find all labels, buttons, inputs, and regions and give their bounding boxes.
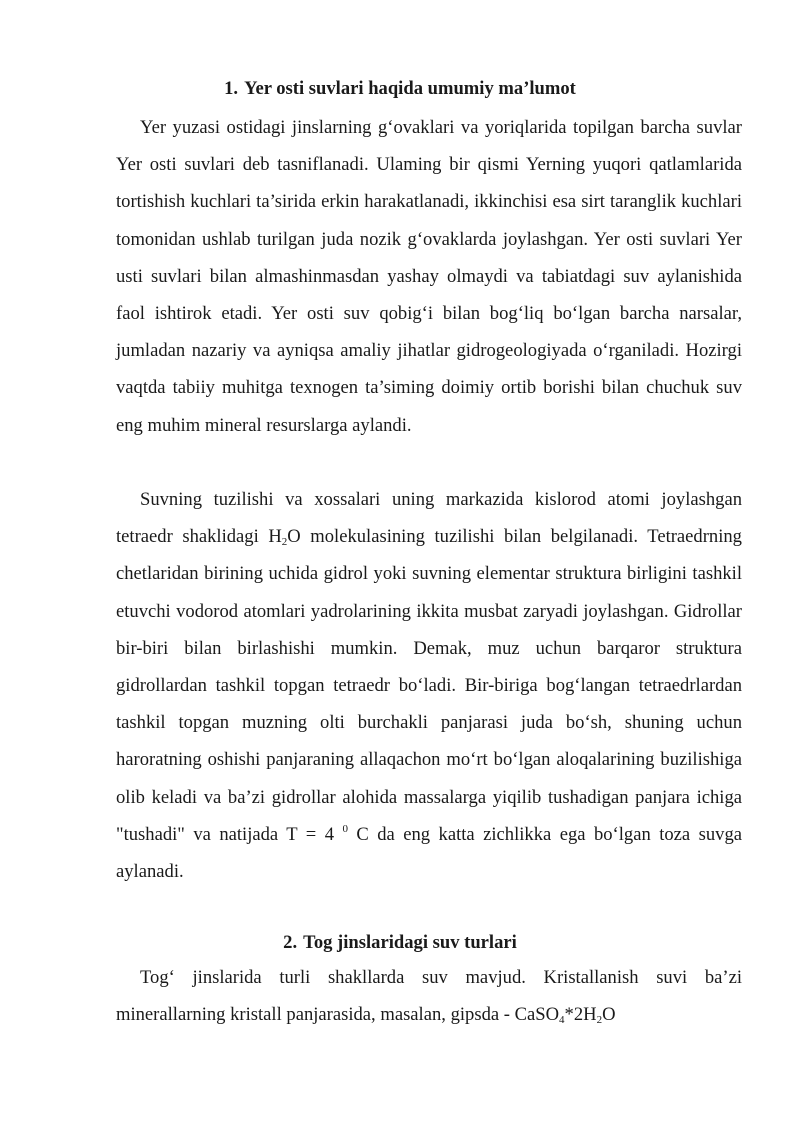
section-2-number: 2. [283, 932, 298, 953]
s2-subscript-2: 2 [596, 1014, 603, 1027]
p2-text-c: C da eng katta zichlikka ega bo‘lgan toza suvga aylanadi. [116, 823, 742, 883]
section-2-heading [0, 931, 800, 955]
section-2-paragraph-1 [116, 959, 742, 1033]
p2-text-b: O molekulasining tuzilishi bilan belgilanadi. Tetraedrning chetlaridan birining uchida gidrol yoki suvning elementar struktura birligini tashkil etuvchi vodorod atomlari yadrolarining ikkita musbat zaryadi joylashgan. Gidrollar bir-biri bilan birlashishi mumkin. Demak, muz uchun barqaror struktura gidrollardan tashkil topgan tetraedr bo‘ladi. Bir-biriga bog‘langan tetraedrlardan tashkil topgan muzning olti burchakli panjarasi juda bo‘sh, shuning uchun haroratning oshishi panjaraning allaqachon mo‘rt bo‘lgan aloqalarining buzilishiga olib keladi va ba’zi gidrollar alohida massalarga yiqilib tushadigan panjara ichiga "tushadi" va natijada T = 4 [116, 526, 742, 845]
p2-superscript: 0 [342, 822, 348, 835]
p2-text-a: Suvning tuzilishi va xossalari uning markazida kislorod atomi joylashgan tetraedr shaklidagi H [116, 489, 742, 548]
s2-subscript-1: 4 [559, 1014, 565, 1027]
section-1-heading [0, 77, 800, 101]
section-1-paragraph-1 [116, 109, 742, 444]
s2-text-c: O [602, 1004, 616, 1026]
section-1-paragraph-2 [116, 481, 742, 890]
section-1-number: 1. [224, 78, 239, 99]
section-1-title: Yer osti suvlari haqida umumiy ma’lumot [244, 78, 576, 99]
p2-subscript: 2 [281, 536, 288, 549]
s2-text-a: Tog‘ jinslarida turli shakllarda suv mavjud. Kristallanish suvi ba’zi minerallarning kristall panjarasida, masalan, gipsda - CaSO [116, 967, 742, 1026]
section-1-paragraph-1-text: Yer yuzasi ostidagi jinslarning g‘ovaklari va yoriqlarida topilgan barcha suvlar Yer osti suvlari deb tasniflanadi. Ulaming bir qismi Yerning yuqori qatlamlarida tortishish kuchlari ta’sirida erkin harakatlanadi, ikkinchisi esa sirt taranglik kuchlari tomonidan ushlab turilgan juda nozik g‘ovaklarda joylashgan. Yer osti suvlari Yer usti suvlari bilan almashinmasdan yashay olmaydi va tabiatdagi suv aylanishida faol ishtirok etadi. Yer osti suv qobig‘i bilan bog‘liq bo‘lgan barcha narsalar, jumladan nazariy va ayniqsa amaliy jihatlar gidrogeologiyada o‘rganiladi. Hozirgi vaqtda tabiiy muhitga texnogen ta’siming doimiy ortib borishi bilan chuchuk suv eng muhim mineral resurslarga aylandi. [116, 117, 742, 436]
section-2-title: Tog jinslaridagi suv turlari [303, 932, 517, 953]
s2-text-b: *2H [564, 1004, 597, 1026]
